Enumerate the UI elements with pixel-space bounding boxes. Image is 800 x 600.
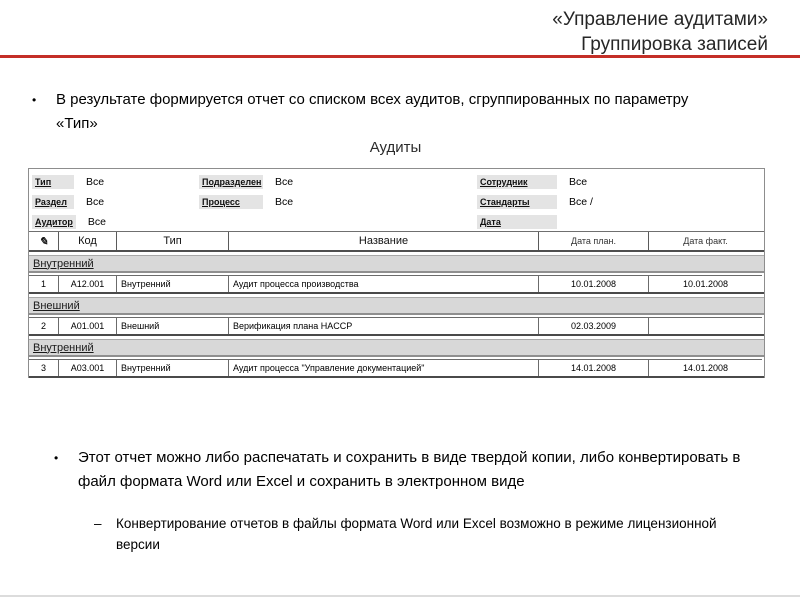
group-label[interactable]: Внутренний [33,257,94,270]
filter-standarty [477,192,593,212]
bullet-item-1 [32,88,732,136]
header-marker-cell [29,232,59,250]
title-line-1: «Управление аудитами» [552,9,768,30]
dash-marker: – [94,516,102,531]
header-code: Код [59,232,117,250]
group-label[interactable]: Внешний [33,299,80,312]
filter-label-process[interactable]: Процесс [199,195,263,209]
cell-num: 1 [29,275,59,292]
bullet-text: В результате формируется отчет со списком всех аудитов, сгруппированных по параметру «Тип» [56,91,689,132]
filter-label-sotrudnik[interactable]: Сотрудник [477,175,557,189]
filter-column-3 [477,172,593,232]
filter-razdel [32,192,106,212]
filter-data [477,212,593,232]
table-row [29,359,764,378]
cell-fact-date [649,317,762,334]
bullet-marker: • [32,93,37,107]
bullet-text: Этот отчет можно либо распечатать и сохранить в виде твердой копии, либо конвертировать в файл формата Word или Excel и сохранить в электронном виде [78,449,741,490]
cell-fact-date: 10.01.2008 [649,275,762,292]
cell-code: A12.001 [59,275,117,292]
filter-column-1 [32,172,106,232]
sub-bullet-text: Конвертирование отчетов в файлы формата Word или Excel возможно в режиме лицензионной версии [116,516,717,552]
cell-plan-date: 14.01.2008 [539,359,649,376]
filter-label-podrazdelenie[interactable]: Подразделен [199,175,263,189]
slide-title [552,7,768,57]
filter-value-sotrudnik: Все [569,176,588,188]
header-fact-date: Дата факт. [683,236,728,246]
cell-name: Аудит процесса производства [229,275,539,292]
filter-value-process: Все [275,196,294,208]
pencil-marker-icon: ✎ [38,235,49,248]
filter-value-tip: Все [86,176,105,188]
header-plan-date: Дата план. [539,232,649,250]
footer-divider [0,595,800,597]
group-label[interactable]: Внутренний [33,341,94,354]
title-divider [0,55,800,58]
filter-column-2 [199,172,293,212]
cell-code: A03.001 [59,359,117,376]
cell-type: Внутренний [117,275,229,292]
filter-tip [32,172,106,192]
header-name: Название [229,232,539,250]
filter-value-auditor: Все [87,216,106,228]
filter-auditor [32,212,106,232]
filter-value-standarty: Все / [569,196,593,208]
filter-process [199,192,293,212]
report-caption: Аудиты [369,139,422,156]
filter-label-standarty[interactable]: Стандарты [477,195,557,209]
group-header-internal-2[interactable] [29,339,764,357]
cell-num: 3 [29,359,59,376]
cell-name: Верификация плана HACCP [229,317,539,334]
filter-value-razdel: Все [86,196,105,208]
header-type: Тип [117,232,229,250]
cell-plan-date: 10.01.2008 [539,275,649,292]
cell-plan-date: 02.03.2009 [539,317,649,334]
cell-fact-date: 14.01.2008 [649,359,762,376]
filter-label-tip[interactable]: Тип [32,175,74,189]
filter-label-razdel[interactable]: Раздел [32,195,74,209]
cell-type: Внешний [117,317,229,334]
cell-name: Аудит процесса "Управление документацией" [229,359,539,376]
table-header-row [29,231,764,252]
audit-report [28,168,765,378]
sub-bullet-item [94,513,734,555]
filter-label-auditor[interactable]: Аудитор [32,215,76,229]
group-header-external[interactable] [29,297,764,315]
table-row [29,317,764,336]
filter-value-podrazdelenie: Все [275,176,294,188]
bullet-marker: • [54,451,59,465]
table-row [29,275,764,294]
bullet-item-2 [54,446,754,494]
report-filters [29,169,764,231]
cell-type: Внутренний [117,359,229,376]
filter-label-data[interactable]: Дата [477,215,557,229]
cell-code: A01.001 [59,317,117,334]
title-line-2: Группировка записей [581,34,768,55]
group-header-internal-1[interactable] [29,255,764,273]
filter-podrazdelenie [199,172,293,192]
filter-sotrudnik [477,172,593,192]
cell-num: 2 [29,317,59,334]
